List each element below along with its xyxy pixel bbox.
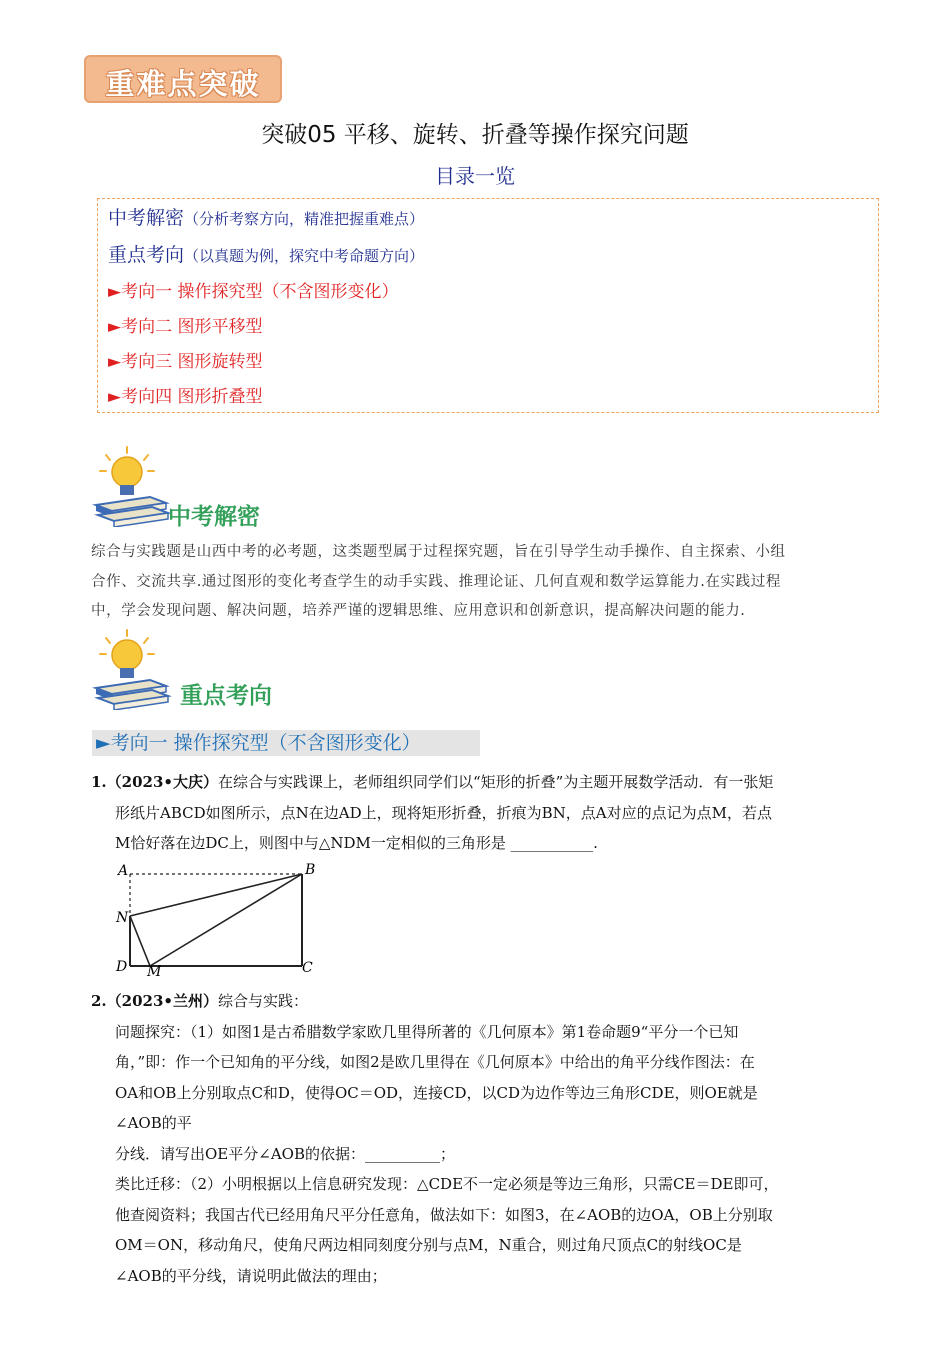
q1-line-1: 在综合与实践课上，老师组织同学们以“矩形的折叠”为主题开展数学活动．有一张矩 bbox=[218, 773, 774, 791]
toc-link-main2[interactable] bbox=[108, 240, 424, 267]
intro-line-3: 中，学会发现问题、解决问题，培养严谨的逻辑思维、应用意识和创新意识，提高解决问题的能力. bbox=[91, 603, 746, 619]
q1-source: （2023•大庆） bbox=[106, 773, 219, 791]
q1-number: 1. bbox=[91, 773, 107, 791]
label-B: B bbox=[305, 862, 316, 878]
q1-line-3: M恰好落在边DC上，则图中与△NDM一定相似的三角形是 ___________. bbox=[115, 834, 598, 852]
q2-source: （2023•兰州） bbox=[106, 992, 219, 1010]
lightbulb-books-icon bbox=[92, 628, 172, 710]
toc-item-4[interactable]: ►考向四 图形折叠型 bbox=[108, 387, 263, 407]
toc-box bbox=[97, 198, 879, 413]
toc-item-2[interactable]: ►考向二 图形平移型 bbox=[108, 317, 263, 337]
label-A: A bbox=[118, 863, 129, 879]
toc-main1-label: 中考解密 bbox=[108, 207, 185, 229]
lightbulb-books-icon bbox=[92, 445, 172, 527]
toc-item-1[interactable]: ►考向一 操作探究型（不含图形变化） bbox=[108, 282, 399, 302]
q2-number: 2. bbox=[91, 992, 107, 1010]
topic-bar bbox=[92, 730, 480, 756]
intro-paragraph bbox=[91, 538, 871, 627]
question-2 bbox=[91, 986, 871, 1291]
section-heading-kaoxiang: 重点考向 bbox=[180, 683, 272, 709]
toc-main2-label: 重点考向 bbox=[108, 244, 185, 266]
toc-link-main1[interactable] bbox=[108, 203, 424, 230]
badge-text: 重难点突破 bbox=[105, 67, 261, 101]
q2-line-9: ∠AOB的平分线，请说明此做法的理由； bbox=[115, 1266, 387, 1285]
rectangle-fold-figure bbox=[112, 858, 322, 980]
page-title: 突破05 平移、旋转、折叠等操作探究问题 bbox=[261, 122, 689, 148]
q2-head: 综合与实践： bbox=[218, 992, 309, 1010]
q2-line-6: 类比迁移：（2）小明根据以上信息研究发现：△CDE不一定必须是等边三角形，只需CE＝DE即可， bbox=[115, 1175, 779, 1193]
label-N: N bbox=[116, 910, 129, 926]
section-badge bbox=[84, 55, 282, 103]
q2-line-7: 他查阅资料；我国古代已经用角尺平分任意角，做法如下：如图3，在∠AOB的边OA，OB上分别取 bbox=[115, 1205, 773, 1224]
section-heading-jiemi: 中考解密 bbox=[168, 504, 260, 530]
label-C: C bbox=[302, 960, 313, 976]
toc-title: 目录一览 bbox=[435, 164, 515, 188]
q2-line-3: OA和OB上分别取点C和D，使得OC＝OD，连接CD，以CD为边作等边三角形CDE，则OE就是 bbox=[115, 1083, 758, 1102]
topic-bar-label: ►考向一 操作探究型（不含图形变化） bbox=[96, 732, 421, 754]
q2-line-8: OM＝ON，移动角尺，使角尺两边相同刻度分别与点M，N重合，则过角尺顶点C的射线OC是 bbox=[115, 1236, 742, 1254]
q2-line-5: 分线．请写出OE平分∠AOB的依据：__________； bbox=[115, 1144, 455, 1163]
toc-item-3[interactable]: ►考向三 图形旋转型 bbox=[108, 352, 263, 372]
toc-main2-sub: （以真题为例，探究中考命题方向） bbox=[184, 247, 425, 265]
q1-line-2: 形纸片ABCD如图所示，点N在边AD上，现将矩形折叠，折痕为BN，点A对应的点记为点M，若点 bbox=[115, 803, 772, 822]
q2-line-2: 角，”即：作一个已知角的平分线，如图2是欧几里得在《几何原本》中给出的角平分线作图法：在 bbox=[115, 1053, 755, 1071]
toc-main1-sub: （分析考察方向，精准把握重难点） bbox=[184, 210, 425, 228]
intro-line-2: 合作、交流共享.通过图形的变化考查学生的动手实践、推理论证、几何直观和数学运算能力.在实践过程 bbox=[91, 573, 781, 590]
intro-line-1: 综合与实践题是山西中考的必考题，这类题型属于过程探究题，旨在引导学生动手操作、自主探索、小组 bbox=[91, 544, 786, 560]
label-M: M bbox=[147, 964, 162, 980]
label-D: D bbox=[116, 959, 128, 975]
q2-line-4: ∠AOB的平 bbox=[115, 1114, 192, 1132]
q2-line-1: 问题探究：（1）如图1是古希腊数学家欧几里得所著的《几何原本》第1卷命题9“平分一个已知 bbox=[115, 1022, 739, 1041]
question-1 bbox=[91, 767, 871, 859]
